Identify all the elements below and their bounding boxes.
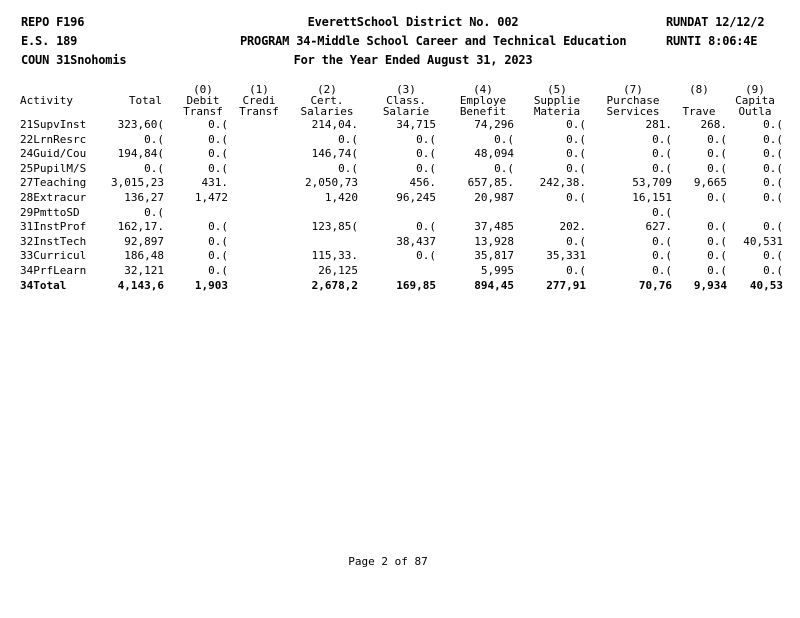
activity-cell: 31InstProf xyxy=(20,220,87,234)
amount-cell xyxy=(228,176,286,191)
column-header-debit-transfers: (0) Debit Transf xyxy=(183,84,223,117)
amount-cell: 0.( xyxy=(416,161,436,175)
activity-cell: 27Teaching xyxy=(20,176,87,190)
amount-cell: 0.( xyxy=(652,205,672,219)
column-header-class-salaries: (3) Class. Salarie xyxy=(382,84,430,117)
column-header-supplies-materials: (5) Supplie Materia xyxy=(533,84,581,117)
amount-cell: 0.( xyxy=(208,118,228,131)
amount-cell: 70,76 xyxy=(638,278,672,292)
table-row xyxy=(20,118,783,133)
amount-cell: 136,27 xyxy=(124,190,164,204)
activity-cell: 22LrnResrc xyxy=(20,132,87,146)
activity-cell: 32InstTech xyxy=(20,234,87,248)
report-id: REPO F196 xyxy=(21,15,85,29)
amount-cell: 657,85. xyxy=(467,176,514,190)
amount-cell: 0.( xyxy=(494,132,514,146)
column-header-employee-benefits: (4) Employe Benefit xyxy=(459,84,507,117)
amount-cell: 0.( xyxy=(652,234,672,248)
amount-cell: 162,17. xyxy=(117,220,164,234)
table-row xyxy=(20,206,783,221)
amount-cell: 0.( xyxy=(208,249,228,263)
amount-cell: 323,60( xyxy=(117,118,164,131)
amount-cell: 0.( xyxy=(566,132,586,146)
amount-cell: 0.( xyxy=(652,249,672,263)
amount-cell xyxy=(286,235,358,250)
amount-cell: 0.( xyxy=(763,220,783,234)
district-code: E.S. 189 xyxy=(21,34,78,48)
amount-cell: 37,485 xyxy=(474,220,514,234)
amount-cell: 186,48 xyxy=(124,249,164,263)
amount-cell: 0.( xyxy=(652,132,672,146)
amount-cell: 0.( xyxy=(763,147,783,161)
amount-cell xyxy=(358,206,436,221)
amount-cell: 123,85( xyxy=(311,220,358,234)
amount-cell xyxy=(228,118,286,133)
amount-cell: 0.( xyxy=(416,220,436,234)
table-row xyxy=(20,249,783,264)
amount-cell xyxy=(164,206,228,221)
amount-cell: 2,050,73 xyxy=(305,176,358,190)
activity-cell: 34Total xyxy=(20,278,67,292)
amount-cell: 1,472 xyxy=(194,190,228,204)
amount-cell: 0.( xyxy=(208,220,228,234)
amount-cell: 34,715 xyxy=(396,118,436,131)
column-header-total: Total xyxy=(128,94,162,106)
amount-cell: 5,995 xyxy=(480,263,514,277)
amount-cell: 9,665 xyxy=(693,176,727,190)
amount-cell xyxy=(436,206,514,221)
amount-cell xyxy=(228,264,286,279)
activity-cell: 33Curricul xyxy=(20,249,87,263)
amount-cell: 277,91 xyxy=(546,278,586,292)
amount-cell: 0.( xyxy=(144,132,164,146)
amount-cell: 35,817 xyxy=(474,249,514,263)
page-number: Page 2 of 87 xyxy=(348,555,428,568)
amount-cell: 0.( xyxy=(566,118,586,131)
amount-cell xyxy=(672,206,727,221)
amount-cell: 0.( xyxy=(707,161,727,175)
column-header-activity: Activity xyxy=(20,94,73,106)
amount-cell: 281. xyxy=(645,118,672,131)
table-row xyxy=(20,162,783,177)
amount-cell: 0.( xyxy=(707,190,727,204)
amount-cell: 35,331 xyxy=(546,249,586,263)
column-header-cert-salaries: (2) Cert. Salaries xyxy=(300,84,354,117)
amount-cell: 0.( xyxy=(652,161,672,175)
amount-cell: 0.( xyxy=(416,147,436,161)
amount-cell: 0.( xyxy=(338,161,358,175)
amount-cell: 0.( xyxy=(144,161,164,175)
amount-cell: 0.( xyxy=(763,132,783,146)
table-row xyxy=(20,264,783,279)
amount-cell: 214,04. xyxy=(311,118,358,131)
amount-cell xyxy=(228,147,286,162)
amount-cell: 268. xyxy=(700,118,727,131)
amount-cell: 115,33. xyxy=(311,249,358,263)
amount-cell: 0.( xyxy=(763,176,783,190)
amount-cell xyxy=(727,206,783,221)
column-header-travel: (8) Trave xyxy=(682,84,716,117)
expenditure-table xyxy=(20,118,783,293)
total-row xyxy=(20,279,783,294)
amount-cell: 0.( xyxy=(416,249,436,263)
amount-cell: 0.( xyxy=(707,147,727,161)
activity-cell: 21SupvInst xyxy=(20,118,87,131)
amount-cell: 26,125 xyxy=(318,263,358,277)
amount-cell: 0.( xyxy=(566,161,586,175)
amount-cell: 40,53 xyxy=(749,278,783,292)
amount-cell: 456. xyxy=(409,176,436,190)
amount-cell: 3,015,23 xyxy=(111,176,164,190)
amount-cell: 242,38. xyxy=(539,176,586,190)
amount-cell: 74,296 xyxy=(474,118,514,131)
amount-cell: 16,151 xyxy=(632,190,672,204)
amount-cell: 627. xyxy=(645,220,672,234)
amount-cell: 0.( xyxy=(763,249,783,263)
county: COUN 31Snohomis xyxy=(21,53,127,67)
activity-cell: 28Extracur xyxy=(20,190,87,204)
table-row xyxy=(20,220,783,235)
amount-cell xyxy=(228,162,286,177)
amount-cell: 0.( xyxy=(566,234,586,248)
amount-cell: 0.( xyxy=(566,263,586,277)
amount-cell: 194,84( xyxy=(117,147,164,161)
amount-cell xyxy=(228,235,286,250)
amount-cell: 894,45 xyxy=(474,278,514,292)
fiscal-period: For the Year Ended August 31, 2023 xyxy=(293,53,533,67)
amount-cell: 9,934 xyxy=(693,278,727,292)
amount-cell: 4,143,6 xyxy=(117,278,164,292)
amount-cell xyxy=(514,206,586,221)
amount-cell: 32,121 xyxy=(124,263,164,277)
amount-cell: 169,85 xyxy=(396,278,436,292)
amount-cell xyxy=(358,264,436,279)
activity-cell: 24Guid/Cou xyxy=(20,147,87,161)
column-header-capital-outlay: (9) Capita Outla xyxy=(735,84,775,117)
amount-cell: 0.( xyxy=(707,249,727,263)
district-name: EverettSchool District No. 002 xyxy=(307,15,519,29)
amount-cell: 0.( xyxy=(763,263,783,277)
run-date: RUNDAT 12/12/2 xyxy=(666,15,765,29)
amount-cell: 0.( xyxy=(707,234,727,248)
amount-cell: 20,987 xyxy=(474,190,514,204)
amount-cell xyxy=(228,133,286,148)
table-row xyxy=(20,147,783,162)
amount-cell: 92,897 xyxy=(124,234,164,248)
amount-cell: 40,531 xyxy=(743,234,783,248)
program-name: PROGRAM 34-Middle School Career and Technical Education xyxy=(240,34,627,48)
table-row xyxy=(20,235,783,250)
amount-cell: 0.( xyxy=(494,161,514,175)
amount-cell: 0.( xyxy=(707,132,727,146)
amount-cell: 48,094 xyxy=(474,147,514,161)
amount-cell: 146,74( xyxy=(311,147,358,161)
amount-cell xyxy=(228,220,286,235)
amount-cell: 0.( xyxy=(763,118,783,131)
amount-cell: 0.( xyxy=(208,234,228,248)
amount-cell: 0.( xyxy=(763,190,783,204)
amount-cell: 0.( xyxy=(707,263,727,277)
amount-cell: 13,928 xyxy=(474,234,514,248)
activity-cell: 25PupilM/S xyxy=(20,161,87,175)
table-row xyxy=(20,176,783,191)
amount-cell: 431. xyxy=(201,176,228,190)
amount-cell: 202. xyxy=(559,220,586,234)
amount-cell xyxy=(228,191,286,206)
amount-cell: 0.( xyxy=(652,263,672,277)
run-time: RUNTI 8:06:4E xyxy=(666,34,758,48)
table-row xyxy=(20,133,783,148)
amount-cell: 0.( xyxy=(144,205,164,219)
amount-cell: 0.( xyxy=(208,263,228,277)
amount-cell: 0.( xyxy=(652,147,672,161)
column-header-purchased-services: (7) Purchase Services xyxy=(606,84,660,117)
amount-cell: 2,678,2 xyxy=(311,278,358,292)
amount-cell: 0.( xyxy=(763,161,783,175)
amount-cell: 38,437 xyxy=(396,234,436,248)
amount-cell: 0.( xyxy=(208,147,228,161)
column-header-credit-transfers: (1) Credi Transf xyxy=(239,84,279,117)
amount-cell: 0.( xyxy=(338,132,358,146)
amount-cell: 96,245 xyxy=(396,190,436,204)
activity-cell: 34PrfLearn xyxy=(20,263,87,277)
amount-cell: 0.( xyxy=(566,147,586,161)
amount-cell xyxy=(228,249,286,264)
amount-cell: 0.( xyxy=(707,220,727,234)
amount-cell: 0.( xyxy=(566,190,586,204)
amount-cell xyxy=(286,206,358,221)
amount-cell: 53,709 xyxy=(632,176,672,190)
amount-cell: 1,903 xyxy=(194,278,228,292)
amount-cell: 0.( xyxy=(208,132,228,146)
table-row xyxy=(20,191,783,206)
amount-cell: 0.( xyxy=(416,132,436,146)
amount-cell xyxy=(228,206,286,221)
amount-cell: 1,420 xyxy=(324,190,358,204)
amount-cell xyxy=(228,279,286,294)
amount-cell: 0.( xyxy=(208,161,228,175)
activity-cell: 29PmttoSD xyxy=(20,205,80,219)
